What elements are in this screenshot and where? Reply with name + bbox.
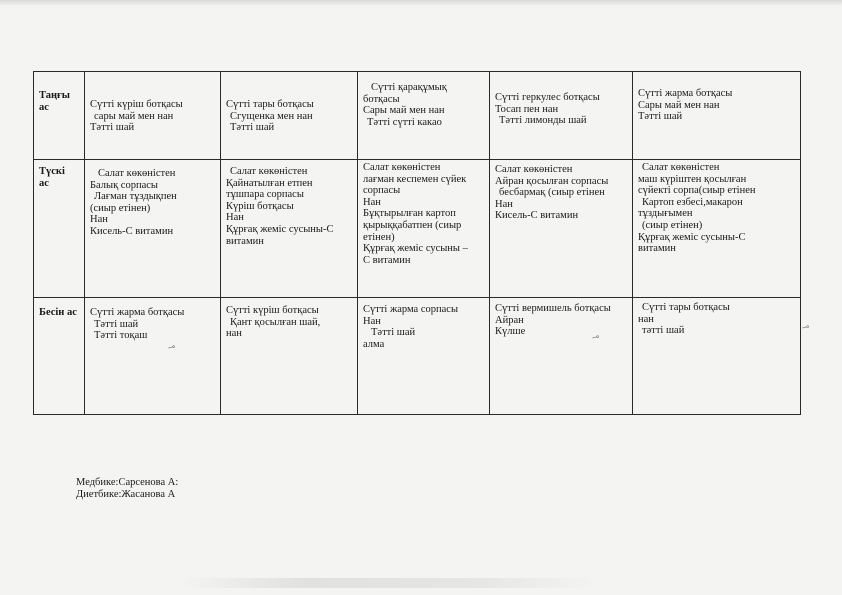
menu-line: нан	[226, 328, 242, 340]
menu-cell	[633, 72, 801, 160]
menu-line: сорпасы	[363, 185, 401, 197]
menu-line: Нан	[363, 196, 381, 208]
menu-line: Тәтті шай	[90, 122, 135, 134]
menu-line: Сүтті жарма ботқасы	[638, 88, 733, 99]
menu-line: Күлше	[495, 326, 526, 338]
menu-line: Тәтті шай	[94, 318, 139, 330]
menu-line: ботқасы	[363, 93, 400, 105]
menu-cell	[221, 298, 358, 415]
menu-cell	[221, 160, 358, 298]
menu-line: Нан	[495, 198, 513, 210]
meal-label-line: Таңғы	[39, 90, 71, 101]
menu-line: алма	[363, 338, 385, 350]
menu-line: Сары май мен нан	[638, 99, 720, 111]
menu-line: Сгущенка мен нан	[230, 110, 313, 122]
menu-line: бесбармақ (сиыр етінен	[499, 187, 605, 199]
menu-line: (сиыр етінен)	[90, 202, 151, 214]
menu-line: Сүтті тары ботқасы	[226, 99, 314, 110]
menu-line: Қант қосылған шай,	[230, 316, 321, 328]
menu-line: Картоп езбесі,макарон	[642, 196, 743, 208]
menu-line: (сиыр етінен)	[642, 219, 703, 231]
menu-line: Салат көкөністен	[98, 168, 176, 179]
meal-label-afternoon-snack	[34, 298, 85, 415]
menu-cell	[358, 298, 490, 415]
menu-line: Сүтті тары ботқасы	[642, 302, 730, 313]
menu-line: сүйекті сорпа(сиыр етінен	[638, 185, 756, 197]
menu-cell	[490, 72, 633, 160]
menu-line: Салат көкөністен	[230, 166, 308, 177]
meal-label-line: ас	[39, 101, 49, 113]
meal-label-line: Түскі	[39, 166, 65, 177]
menu-line: С витамин	[363, 254, 411, 266]
menu-line: лағман кеспемен сүйек	[363, 173, 467, 185]
meal-label-line: ас	[39, 177, 49, 189]
menu-cell	[85, 160, 221, 298]
meal-label-breakfast	[34, 72, 85, 160]
menu-line: Сүтті геркулес ботқасы	[495, 92, 600, 103]
menu-line: Құрғақ жеміс сусыны-С	[638, 231, 746, 243]
menu-line: Тәтті лимонды шай	[499, 115, 587, 127]
pen-mark: ⊸	[800, 321, 811, 333]
scan-edge-top	[0, 0, 842, 6]
menu-line: Сүтті вермишель ботқасы	[495, 303, 611, 314]
menu-cell	[490, 160, 633, 298]
menu-line: тұздығымен	[638, 208, 693, 220]
menu-line: Құрғақ жеміс сусыны-С	[226, 223, 334, 235]
menu-line: Бұқтырылған картоп	[363, 208, 456, 220]
menu-line: Қайнатылған етпен	[226, 177, 313, 189]
menu-line: нан	[638, 313, 654, 325]
menu-line: Нан	[363, 315, 381, 327]
menu-cell	[633, 160, 801, 298]
pen-mark: ⊸	[166, 341, 177, 353]
menu-line: қырыққабатпен (сиыр	[363, 219, 462, 231]
menu-line: Тәтті тоқаш	[94, 330, 148, 342]
menu-line: Айран қосылған сорпасы	[495, 175, 609, 187]
pen-mark: ⊸	[590, 331, 601, 343]
menu-line: Сүтті қарақұмық	[371, 82, 447, 93]
menu-cell	[85, 72, 221, 160]
scan-edge-bottom	[180, 578, 600, 588]
dietitian-signature: Диетбике:Жасанова А	[76, 489, 176, 500]
menu-line: Салат көкөністен	[363, 162, 441, 173]
menu-cell	[490, 298, 633, 415]
menu-line: Сүтті күріш ботқасы	[226, 305, 319, 316]
menu-line: Тәтті шай	[371, 327, 416, 339]
table-row-afternoon-snack	[34, 298, 801, 415]
menu-line: Нан	[90, 214, 108, 226]
menu-line: Кисель-С витамин	[90, 225, 174, 237]
menu-line: Кисель-С витамин	[495, 210, 579, 222]
menu-cell	[85, 298, 221, 415]
menu-line: Балық сорпасы	[90, 179, 158, 191]
menu-line: Нан	[226, 212, 244, 224]
menu-line: Тосап пен нан	[495, 103, 559, 115]
menu-line: Сары май мен нан	[363, 105, 445, 117]
menu-line: витамин	[226, 235, 264, 247]
menu-line: витамин	[638, 243, 676, 255]
menu-line: тұшпара сорпасы	[226, 189, 304, 201]
menu-cell	[221, 72, 358, 160]
menu-line: Күріш ботқасы	[226, 200, 294, 212]
meal-label-lunch	[34, 160, 85, 298]
menu-line: Лағман тұздықпен	[94, 191, 177, 203]
table-row-lunch	[34, 160, 801, 298]
menu-line: маш күріштен қосылған	[638, 173, 747, 185]
menu-cell	[358, 72, 490, 160]
menu-line: тәтті шай	[642, 325, 685, 337]
table-row-breakfast	[34, 72, 801, 160]
menu-line: Тәтті сүтті какао	[367, 116, 442, 128]
menu-line: Сүтті күріш ботқасы	[90, 99, 183, 110]
menu-line: Сүтті жарма сорпасы	[363, 304, 458, 315]
meal-label-line: Бесін ас	[39, 307, 77, 318]
menu-cell	[633, 298, 801, 415]
menu-line: Сүтті жарма ботқасы	[90, 307, 185, 318]
menu-cell	[358, 160, 490, 298]
menu-line: Айран	[495, 314, 524, 326]
menu-line: сары май мен нан	[94, 110, 174, 122]
signature-block	[76, 477, 178, 501]
menu-line: Құрғақ жеміс сусыны –	[363, 243, 468, 255]
menu-line: Салат көкөністен	[642, 162, 720, 173]
menu-line: Салат көкөністен	[495, 164, 573, 175]
menu-line: Тәтті шай	[230, 122, 275, 134]
nurse-signature: Медбике:Сарсенова А:	[76, 477, 179, 488]
menu-line: етінен)	[363, 231, 395, 243]
menu-line: Тәтті шай	[638, 111, 683, 123]
menu-table	[33, 71, 801, 415]
